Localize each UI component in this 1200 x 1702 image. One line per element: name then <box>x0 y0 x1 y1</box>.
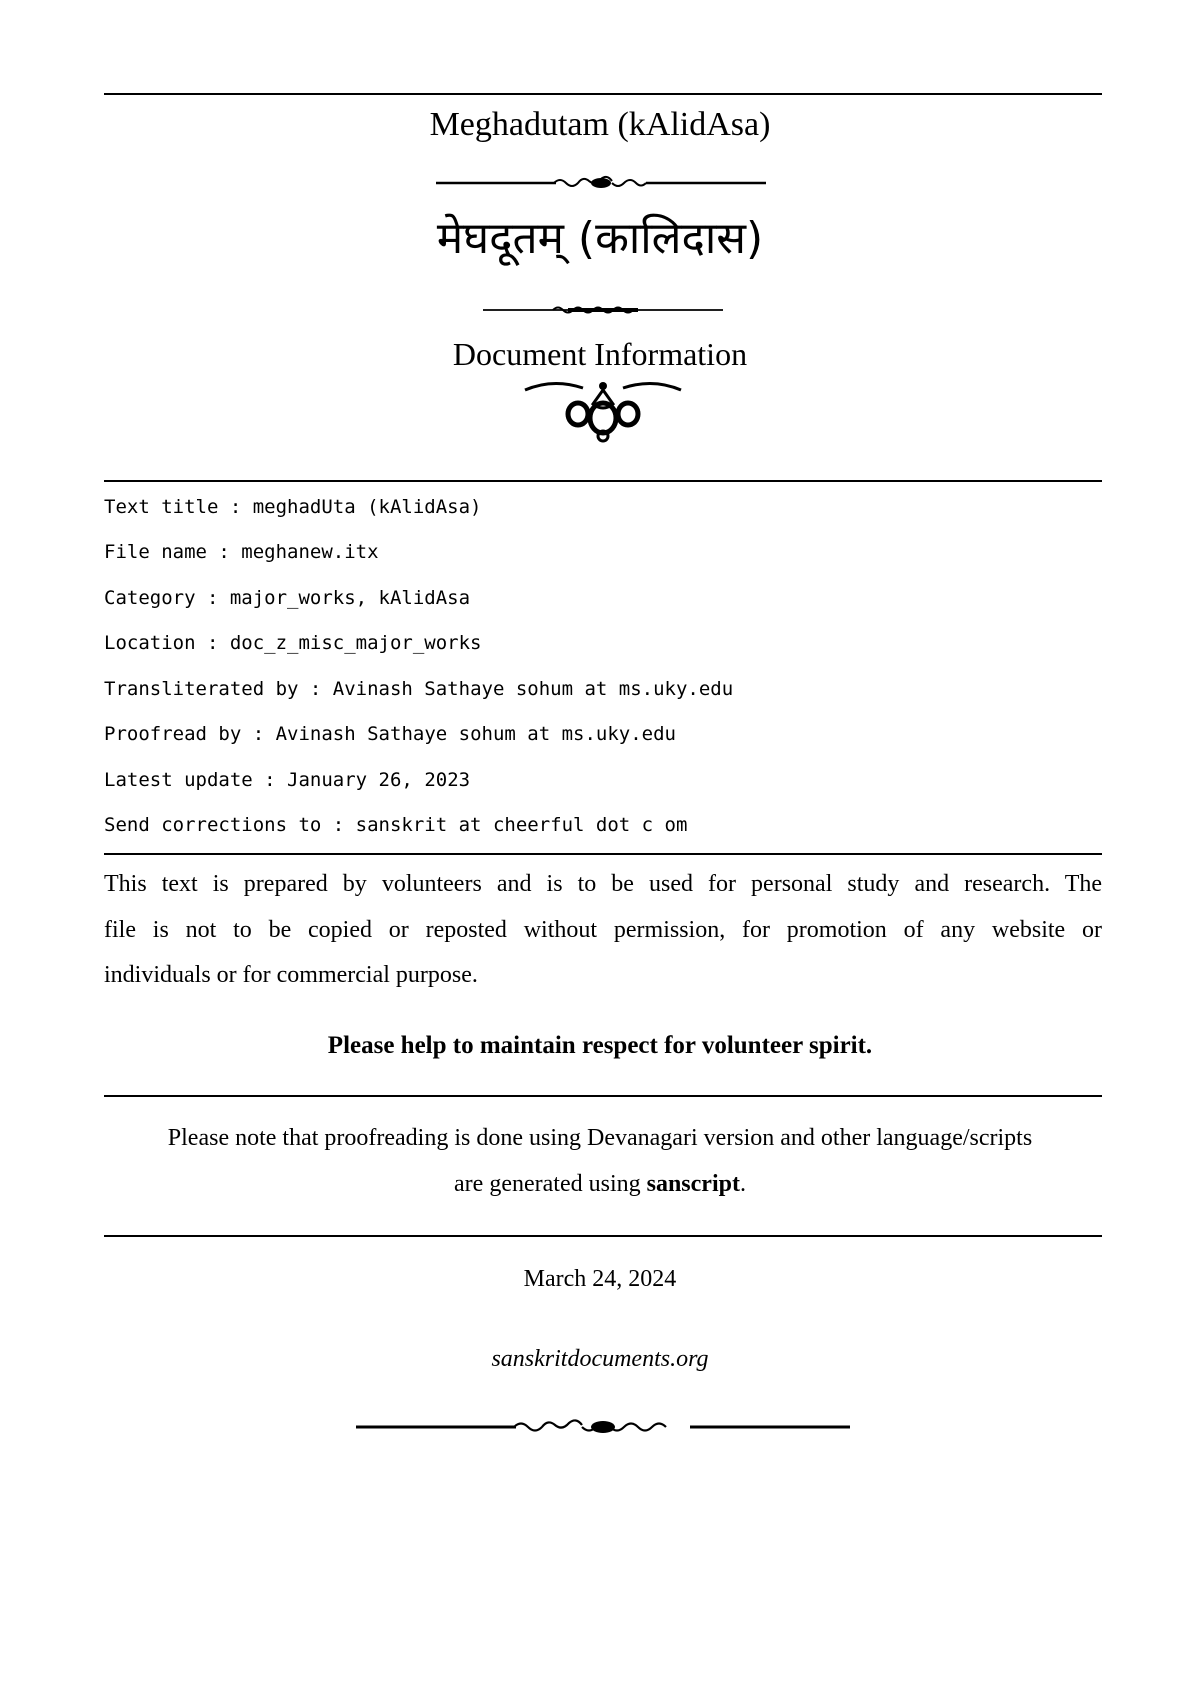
volunteer-appeal: Please help to maintain respect for volunteer spirit. <box>327 1032 873 1059</box>
document-date: March 24, 2024 <box>523 1266 677 1292</box>
metadata-line-send-corrections: Send corrections to : sanskrit at cheerful dot c om <box>104 814 688 836</box>
usage-notice-line-3: individuals or for commercial purpose. <box>104 962 478 988</box>
section-title: Document Information <box>452 336 748 372</box>
metadata-line-proofread-by: Proofread by : Avinash Sathaye sohum at ms.uky.edu <box>104 723 676 745</box>
usage-notice-line-2: file is not to be copied or reposted without permission, for promotion of any website or <box>104 916 1102 943</box>
proofreading-note-line-2: are generated using sanscript. <box>454 1171 746 1197</box>
website-name: sanskritdocuments.org <box>491 1346 709 1372</box>
appeal-bottom-rule <box>104 1095 1102 1097</box>
metadata-line-file-name: File name : meghanew.itx <box>104 541 379 563</box>
fleuron-icon <box>523 378 683 444</box>
usage-notice-line-1: This text is prepared by volunteers and is to be used for personal study and research. The <box>104 871 1102 897</box>
bottom-ornamental-divider-icon <box>356 1415 850 1439</box>
metadata-line-latest-update: Latest update : January 26, 2023 <box>104 769 471 791</box>
metadata-line-location: Location : doc_z_misc_major_works <box>104 632 482 654</box>
metadata-line-text-title: Text title : meghadUta (kAlidAsa) <box>104 496 482 518</box>
ornamental-divider-icon <box>436 172 766 194</box>
sanscript-label: sanscript <box>646 1171 740 1197</box>
small-divider-icon <box>483 302 723 318</box>
title-devanagari: मेघदूतम् (कालिदास) <box>436 213 764 264</box>
metadata-top-rule <box>104 480 1102 482</box>
usage-notice <box>104 862 1102 999</box>
metadata-line-category: Category : major_works, kAlidAsa <box>104 587 471 609</box>
top-rule <box>104 93 1102 95</box>
metadata-line-transliterated-by: Transliterated by : Avinash Sathaye sohum at ms.uky.edu <box>104 678 734 700</box>
proofreading-note-line-1: Please note that proofreading is done using Devanagari version and other language/scripts <box>167 1125 1033 1151</box>
title-latin: Meghadutam (kAlidAsa) <box>429 106 771 143</box>
note-bottom-rule <box>104 1235 1102 1237</box>
metadata-bottom-rule <box>104 853 1102 855</box>
